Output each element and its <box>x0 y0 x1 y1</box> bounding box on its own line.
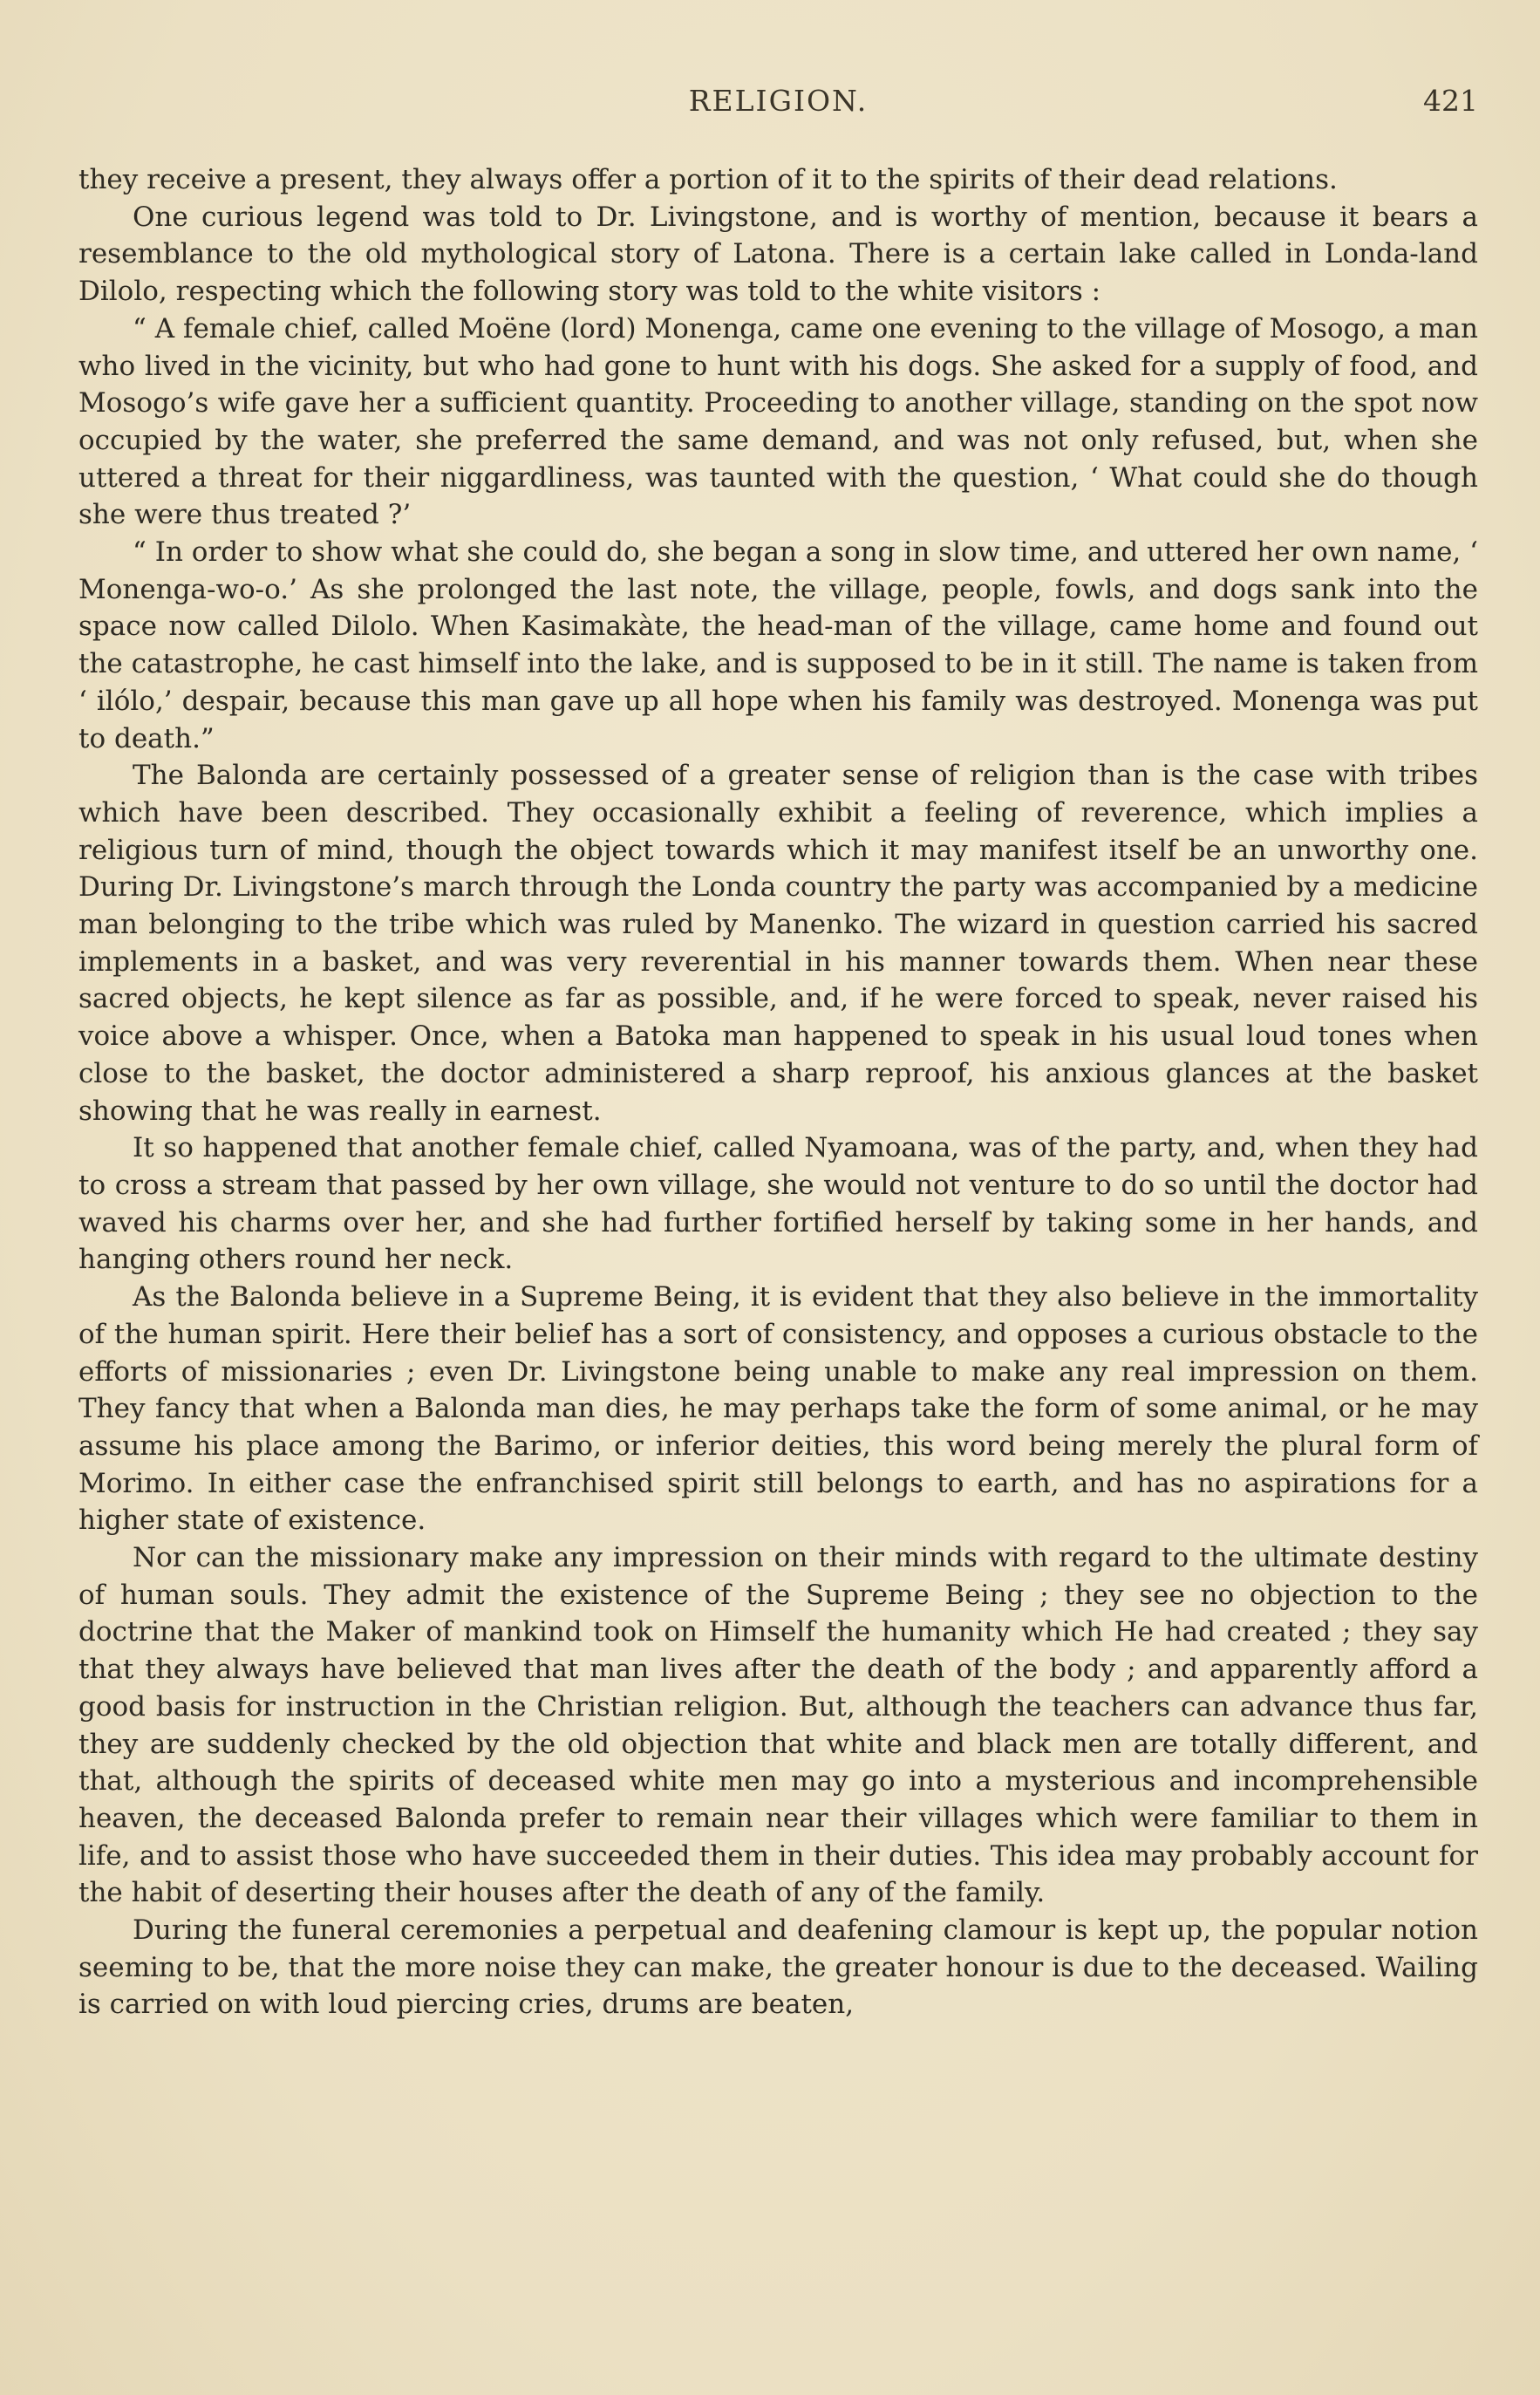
paragraph: Nor can the missionary make any impression on their minds with regard to the ultimate destiny of human souls. They admit the existence of the Supreme Being ; they see no objection to the doctrine that the Maker of mankind took on Himself the humanity which He had created ; they say that they always have believed that man lives after the death of the body ; and apparently afford a good basis for instruction in the Christian religion. But, although the teachers can advance thus far, they are suddenly checked by the old objection that white and black men are totally different, and that, although the spirits of deceased white men may go into a mysterious and incomprehensible heaven, the deceased Balonda prefer to remain near their villages which were familiar to them in life, and to assist those who have succeeded them in their duties. This idea may probably account for the habit of deserting their houses after the death of any of the family. <box>78 1542 1478 1909</box>
paragraph-continued: they receive a present, they always offer a portion of it to the spirits of their dead relations. <box>78 164 1338 195</box>
paragraph-quote: “ A female chief, called Moëne (lord) Monenga, came one evening to the village of Mosogo, a man who lived in the vicinity, but who had gone to hunt with his dogs. She asked for a supply of food, and Mosogo’s wife gave her a sufficient quantity. Proceeding to another village, standing on the spot now occupied by the water, she preferred the same demand, and was not only refused, but, when she uttered a threat for their niggardliness, was taunted with the question, ‘ What could she do though she were thus treated ?’ <box>78 312 1478 531</box>
paragraph: As the Balonda believe in a Supreme Being, it is evident that they also believe in the immortality of the human spirit. Here their belief has a sort of consistency, and opposes a curious obstacle to the efforts of missionaries ; even Dr. Livingstone being unable to make any real impression on them. They fancy that when a Balonda man dies, he may perhaps take the form of some animal, or he may assume his place among the Barimo, or inferior deities, this word being merely the plural form of Morimo. In either case the enfranchised spirit still belongs to earth, and has no aspirations for a higher state of existence. <box>78 1281 1478 1537</box>
paragraph: During the funeral ceremonies a perpetual and deafening clamour is kept up, the popular notion seeming to be, that the more noise they can make, the greater honour is due to the deceased. Wailing is carried on with loud piercing cries, drums are beaten, <box>78 1914 1478 2021</box>
paragraph-quote: “ In order to show what she could do, she began a song in slow time, and uttered her own name, ‘ Monenga-wo-o.’ As she prolonged the last note, the village, people, fowls, and dogs sank into the space now called Dilolo. When Kasimakàte, the head-man of the village, came home and found out the catastrophe, he cast himself into the lake, and is supposed to be in it still. The name is taken from ‘ ilólo,’ despair, because this man gave up all hope when his family was destroyed. Monenga was put to death.” <box>78 536 1478 754</box>
paragraph: One curious legend was told to Dr. Livingstone, and is worthy of mention, because it bears a resemblance to the old mythological story of Latona. There is a certain lake called in Londa-land Dilolo, respecting which the following story was told to the white visitors : <box>78 201 1478 308</box>
page-header <box>78 84 1478 127</box>
body-text <box>78 161 1478 2023</box>
running-title: RELIGION. <box>688 84 869 118</box>
page-number: 421 <box>1423 84 1478 118</box>
paragraph: It so happened that another female chief, called Nyamoana, was of the party, and, when they had to cross a stream that passed by her own village, she would not venture to do so until the doctor had waved his charms over her, and she had further fortified herself by taking some in her hands, and hanging others round her neck. <box>78 1132 1478 1276</box>
paragraph: The Balonda are certainly possessed of a greater sense of religion than is the case with tribes which have been described. They occasionally exhibit a feeling of reverence, which implies a religious turn of mind, though the object towards which it may manifest itself be an unworthy one. During Dr. Livingstone’s march through the Londa country the party was accompanied by a medicine man belonging to the tribe which was ruled by Manenko. The wizard in question carried his sacred implements in a basket, and was very reverential in his manner towards them. When near these sacred objects, he kept silence as far as possible, and, if he were forced to speak, never raised his voice above a whisper. Once, when a Batoka man happened to speak in his usual loud tones when close to the basket, the doctor administered a sharp reproof, his anxious glances at the basket showing that he was really in earnest. <box>78 760 1478 1127</box>
